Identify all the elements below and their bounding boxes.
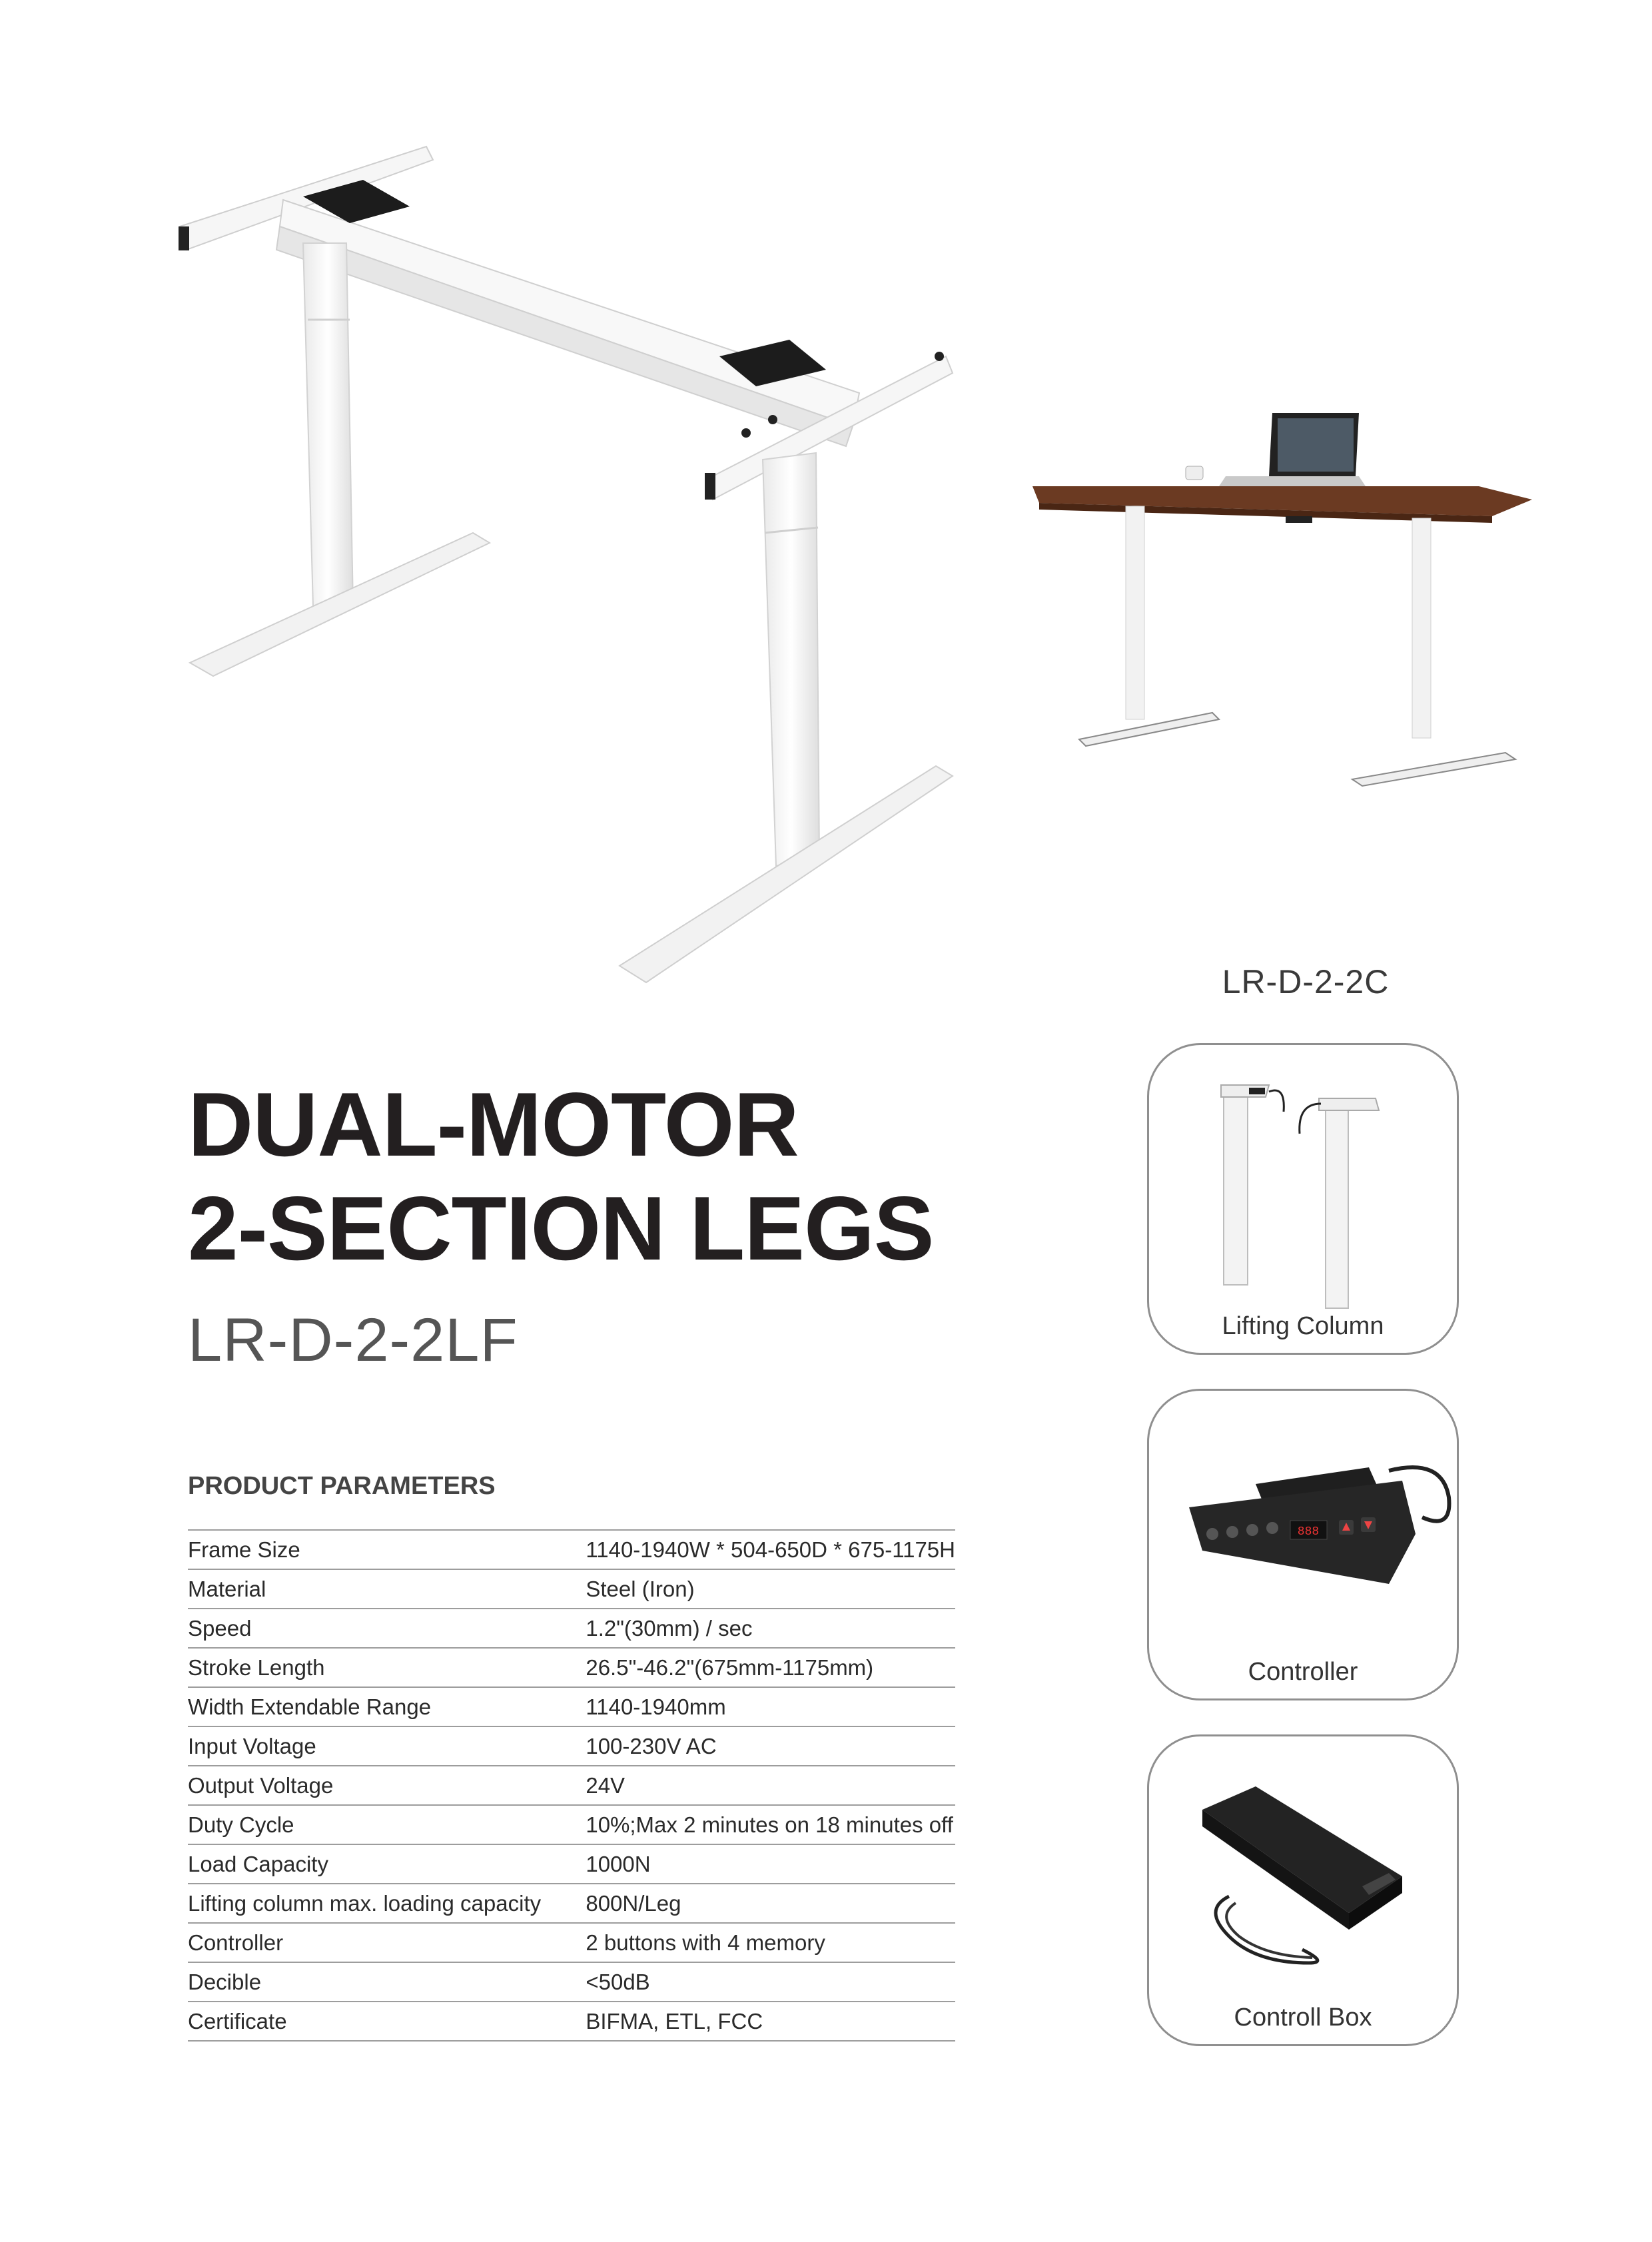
param-value: BIFMA, ETL, FCC — [586, 2002, 955, 2041]
param-label: Frame Size — [188, 1530, 586, 1569]
controller-card — [1147, 1389, 1459, 1700]
param-label: Decible — [188, 1962, 586, 2002]
param-label: Controller — [188, 1923, 586, 1962]
parameters-heading: PRODUCT PARAMETERS — [188, 1472, 496, 1500]
lifting-column-label: Lifting Column — [1222, 1312, 1384, 1340]
param-label: Load Capacity — [188, 1844, 586, 1884]
table-row — [188, 2002, 955, 2041]
product-title — [188, 1072, 934, 1280]
param-value: 1.2"(30mm) / sec — [586, 1609, 955, 1648]
controller-label: Controller — [1248, 1658, 1358, 1686]
param-value: <50dB — [586, 1962, 955, 2002]
param-label: Duty Cycle — [188, 1805, 586, 1844]
param-label: Output Voltage — [188, 1766, 586, 1805]
param-label: Input Voltage — [188, 1726, 586, 1766]
param-value: Steel (Iron) — [586, 1569, 955, 1609]
table-row — [188, 1530, 955, 1569]
param-value: 24V — [586, 1766, 955, 1805]
table-row — [188, 1766, 955, 1805]
param-value: 1140-1940W * 504-650D * 675-1175H — [586, 1530, 955, 1569]
table-row — [188, 1569, 955, 1609]
desk-photo — [1026, 393, 1545, 839]
parameters-table — [188, 1529, 955, 2042]
param-label: Certificate — [188, 2002, 586, 2041]
table-row — [188, 1923, 955, 1962]
controller-image — [1149, 1391, 1459, 1700]
desk-model-caption: LR-D-2-2C — [1222, 963, 1390, 1000]
table-row — [188, 1844, 955, 1884]
param-value: 26.5"-46.2"(675mm-1175mm) — [586, 1648, 955, 1687]
param-value: 10%;Max 2 minutes on 18 minutes off — [586, 1805, 955, 1844]
param-value: 1000N — [586, 1844, 955, 1884]
controller-display-text: 888 — [1297, 1525, 1320, 1539]
param-label: Width Extendable Range — [188, 1687, 586, 1726]
table-row — [188, 1805, 955, 1844]
control-box-card — [1147, 1734, 1459, 2046]
table-row — [188, 1726, 955, 1766]
param-value: 100-230V AC — [586, 1726, 955, 1766]
table-row — [188, 1609, 955, 1648]
title-line-2: 2-SECTION LEGS — [188, 1178, 934, 1279]
param-label: Stroke Length — [188, 1648, 586, 1687]
table-row — [188, 1648, 955, 1687]
table-row — [188, 1687, 955, 1726]
control-box-image — [1149, 1736, 1459, 2046]
lifting-column-image — [1149, 1045, 1459, 1355]
product-model: LR-D-2-2LF — [188, 1306, 518, 1374]
title-line-1: DUAL-MOTOR — [188, 1074, 799, 1175]
param-value: 2 buttons with 4 memory — [586, 1923, 955, 1962]
desk-frame-image — [160, 133, 999, 999]
control-box-label: Controll Box — [1234, 2004, 1372, 2032]
param-label: Lifting column max. loading capacity — [188, 1884, 586, 1923]
table-row — [188, 1962, 955, 2002]
param-label: Speed — [188, 1609, 586, 1648]
param-value: 1140-1940mm — [586, 1687, 955, 1726]
param-label: Material — [188, 1569, 586, 1609]
param-value: 800N/Leg — [586, 1884, 955, 1923]
table-row — [188, 1884, 955, 1923]
lifting-column-card — [1147, 1043, 1459, 1355]
